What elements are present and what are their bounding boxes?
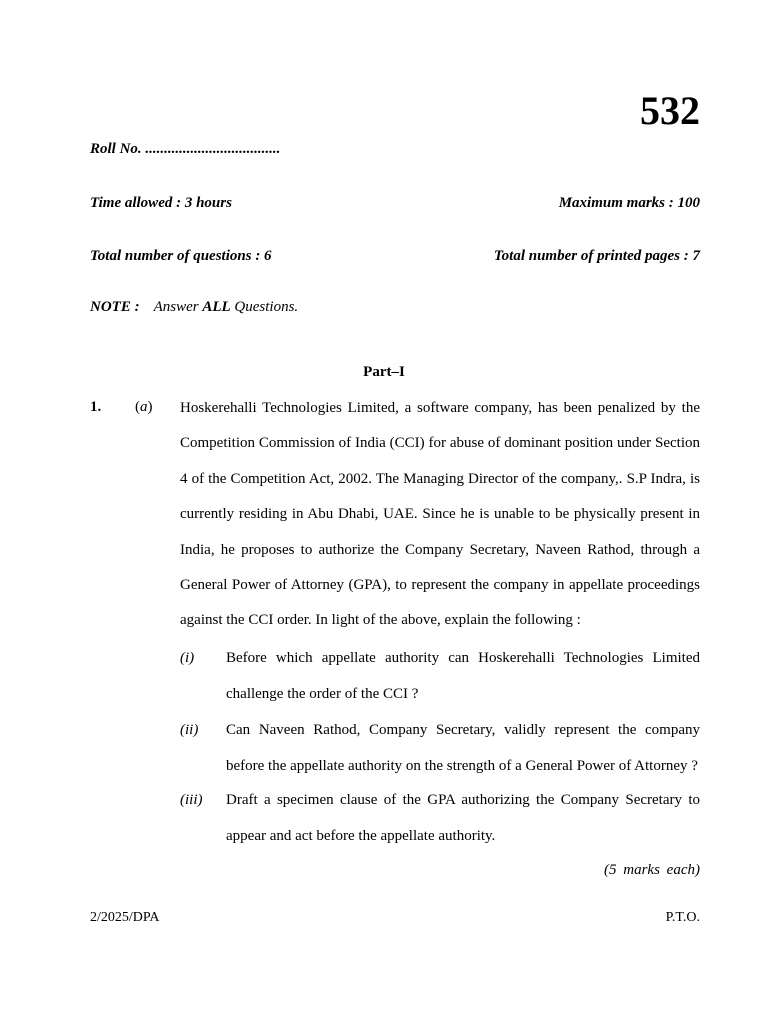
question-body: Hoskerehalli Technologies Limited, a software company, has been penalized by the Competition Commission of India (CCI) for abuse of dominant position under Section 4 of the Competition Act, 2002. The Managing Director of the company,. S.P Indra, is currently residing in Abu Dhabi, UAE. Since he is unable to be physically present in India, he proposes to authorize the Company Secretary, Naveen Rathod, through a General Power of Attorney (GPA), to represent the company in appellate proceedings against the CCI order. In light of the above, explain the following : xyxy=(180,400,700,629)
total-printed-pages: Total number of printed pages : 7 xyxy=(493,248,700,264)
note-label: NOTE : xyxy=(90,299,140,315)
time-allowed: Time allowed : 3 hours xyxy=(90,195,232,211)
part-title: Part–I xyxy=(363,364,405,380)
roll-number-field: Roll No. .................................... xyxy=(90,141,281,157)
part-letter: a xyxy=(140,399,148,415)
maximum-marks: Maximum marks : 100 xyxy=(558,195,700,211)
footer-paper-code: 2/2025/DPA xyxy=(90,910,160,925)
paper-code: 532 xyxy=(640,88,700,133)
subpart-label-ii: (ii) xyxy=(180,722,199,738)
subpart-label-iii: (iii) xyxy=(180,792,203,808)
part-close-paren: ) xyxy=(147,399,153,415)
subpart-text-ii: Can Naveen Rathod, Company Secretary, validly represent the company before the appellate authority on the strength of a General Power of Attorney ? xyxy=(226,722,700,774)
question-number: 1. xyxy=(90,399,102,415)
footer-pto: P.T.O. xyxy=(665,910,700,925)
marks-allocation: (5 marks each) xyxy=(604,862,700,878)
part-open-paren: ( xyxy=(135,399,140,415)
subpart-text-iii: Draft a specimen clause of the GPA authorizing the Company Secretary to appear and act before the appellate authority. xyxy=(226,792,700,844)
exam-info-row-2 xyxy=(90,248,700,265)
note-text-post: Questions. xyxy=(234,299,299,315)
question-part-label xyxy=(135,399,153,416)
subpart-label-i: (i) xyxy=(180,650,195,666)
note-text-pre: Answer xyxy=(153,299,199,315)
note-text-bold: ALL xyxy=(202,299,231,315)
exam-info-row-1 xyxy=(90,195,700,212)
total-questions: Total number of questions : 6 xyxy=(90,248,272,264)
subpart-text-i: Before which appellate authority can Hoskerehalli Technologies Limited challenge the order of the CCI ? xyxy=(226,650,700,702)
exam-note xyxy=(90,299,298,316)
